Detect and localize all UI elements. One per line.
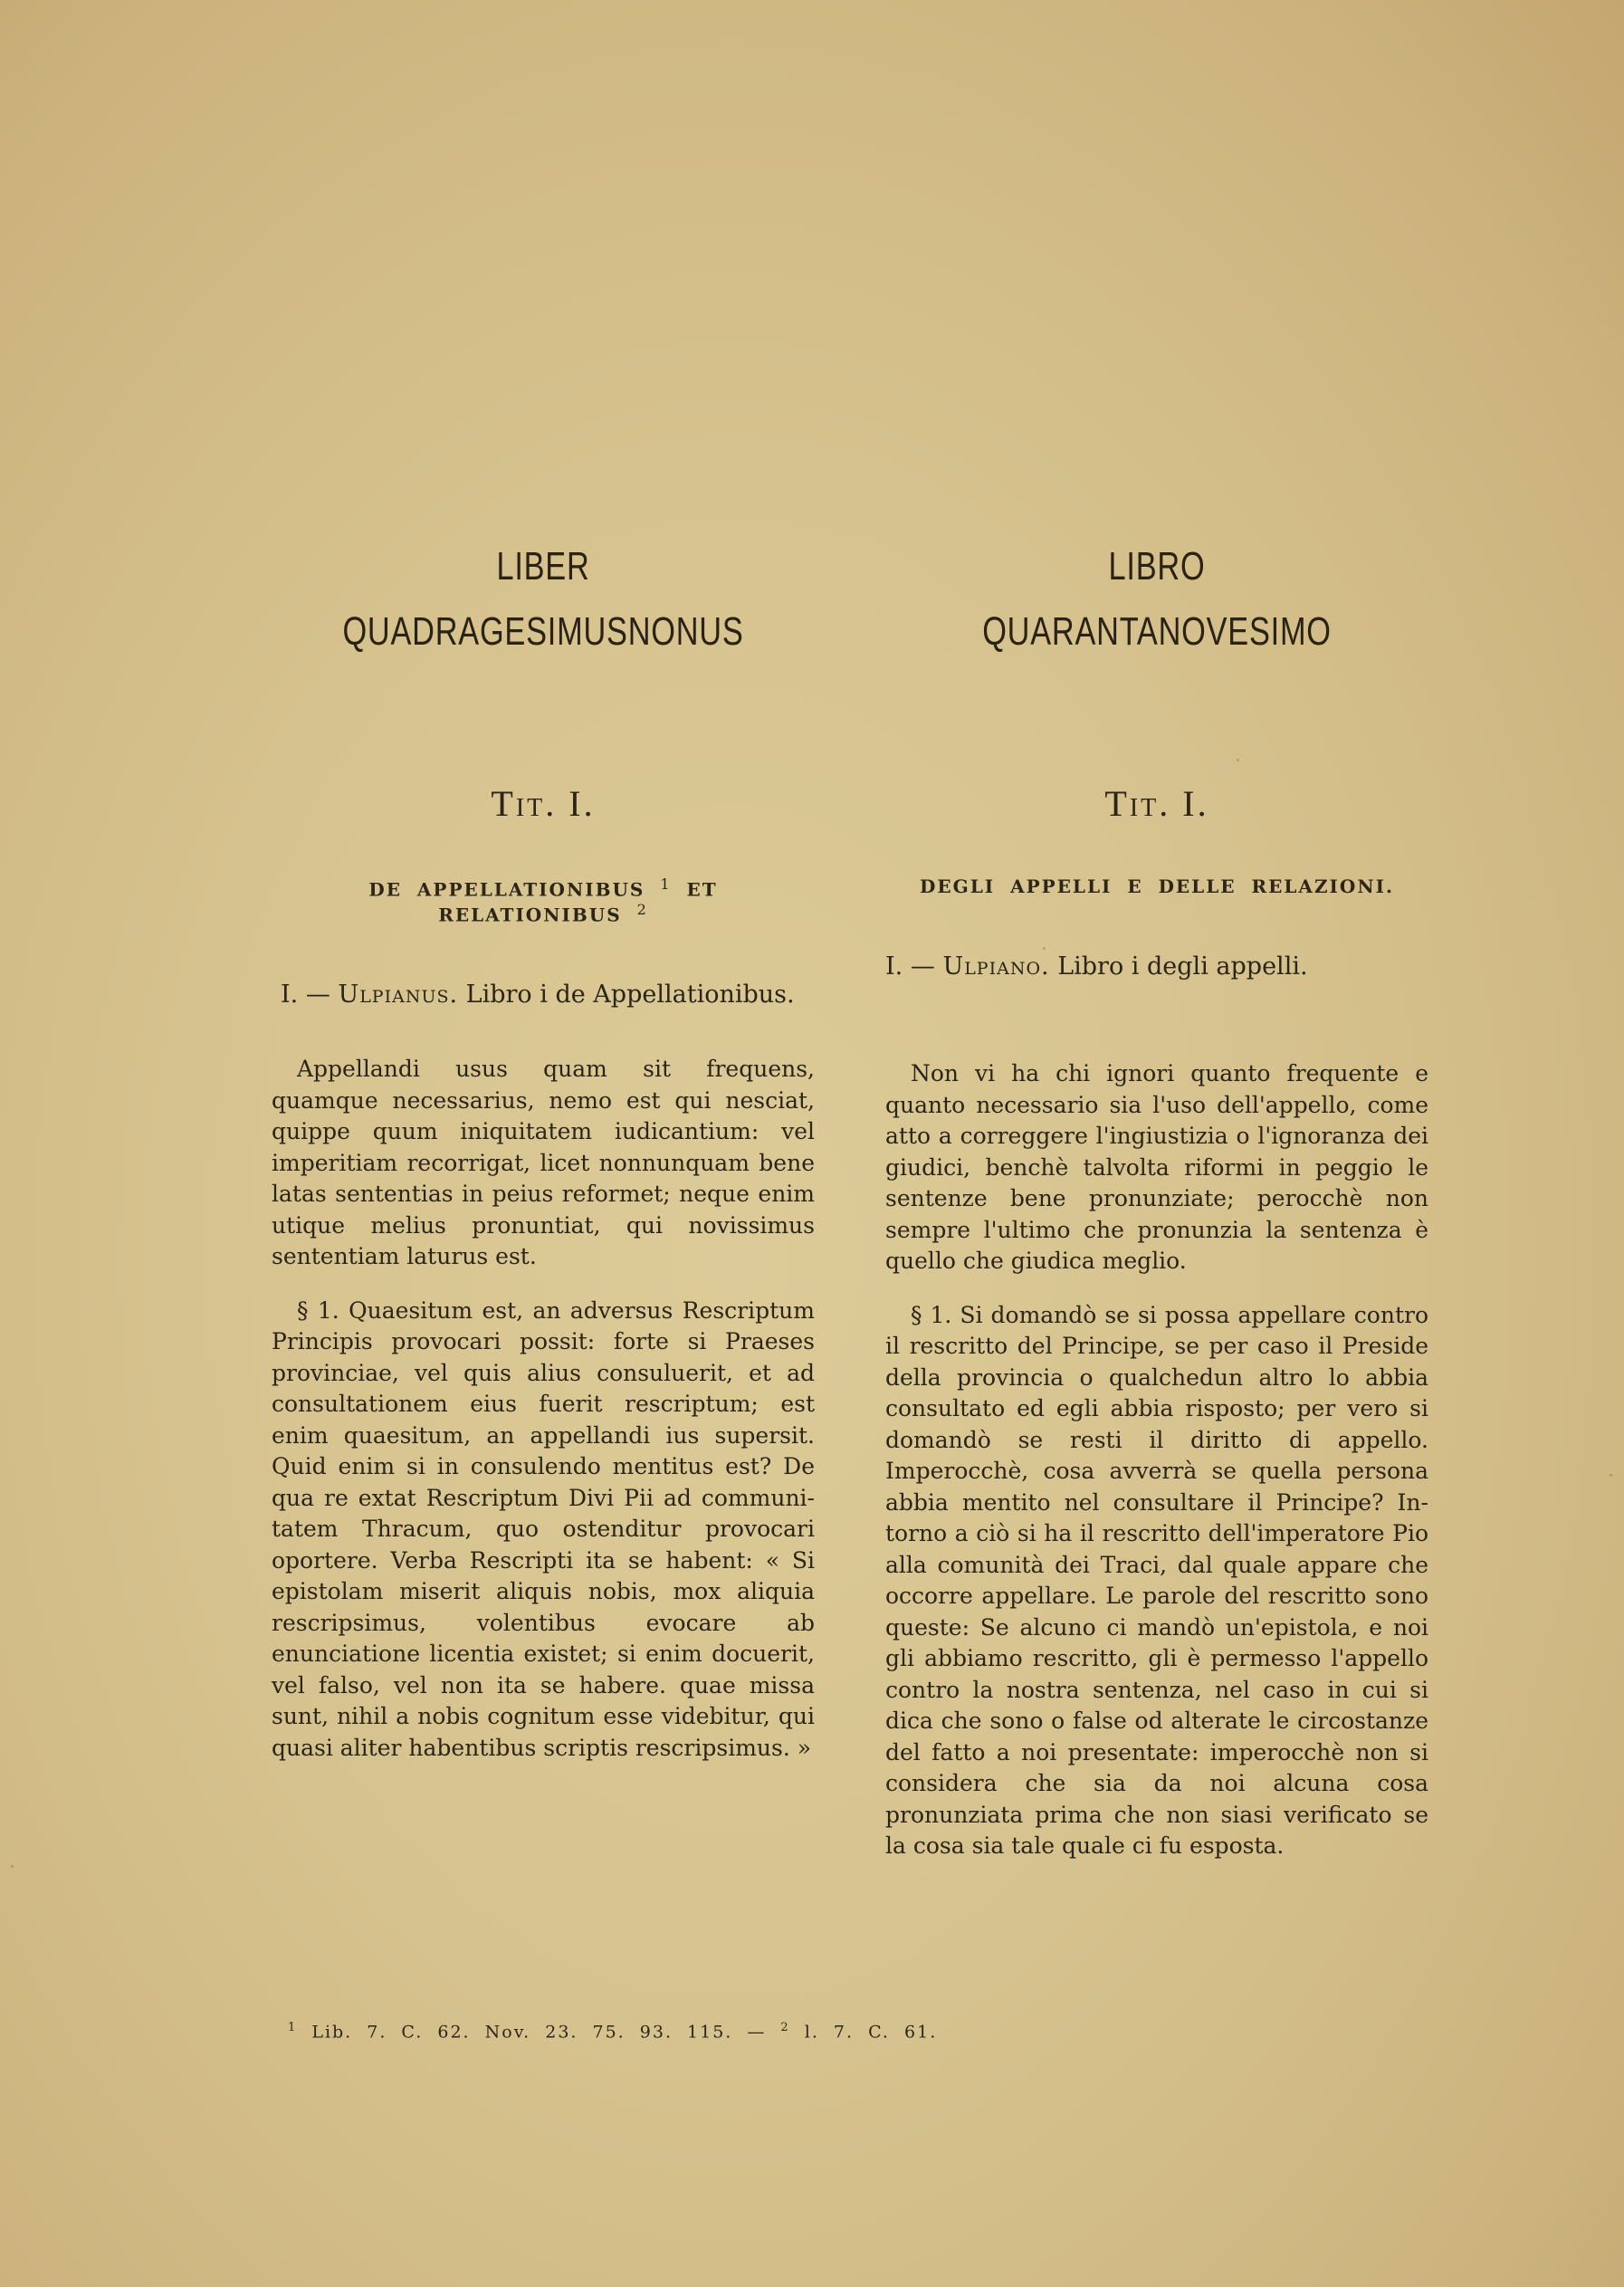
latin-fragment-author: Ulpianus. <box>338 981 459 1010</box>
footnote-1-marker: 1 <box>288 2021 298 2034</box>
italian-column <box>885 534 1428 1885</box>
latin-paragraph-principium: Appellandi usus quam sit frequens, quamque necessarius, nemo est qui nesciat, quippe quum iniquitatem iudicantium: vel imperitiam recorrigat, licet nonnunquam bene latas sententias in peius reformet; neque enim utique melius pronuntiat, qui novissimus sententiam laturus est. <box>272 1056 815 1270</box>
latin-paragraph-section-1 <box>272 1296 815 1765</box>
italian-book-title <box>945 534 1369 665</box>
italian-title-label: Tit. <box>1104 783 1171 824</box>
footnote-2-text: l. 7. C. 61. <box>804 2022 938 2043</box>
latin-book-title <box>331 534 755 665</box>
latin-subtitle-part1: DE APPELLATIONIBUS <box>368 878 645 901</box>
footnotes <box>288 2021 937 2042</box>
italian-paragraph-principium: Non vi ha chi ignori quanto frequente e quanto necessario sia l'uso dell'appello, come atto a correggere l'ingiustizia o l'ignoranza dei giudici, benchè talvolta riformi in peggio le sentenze bene pronunziate; perocchè non sempre l'ultimo che pronunzia la sentenza è quello che giudica meglio. <box>885 1060 1428 1274</box>
paper-speck <box>1237 759 1239 761</box>
latin-book-title-line1: LIBER <box>496 544 590 588</box>
latin-fragment-source: Libro i de Appellationibus. <box>465 981 795 1010</box>
latin-book-title-line2: QUADRAGESIMUSNONUS <box>342 609 744 654</box>
latin-title-label: Tit. <box>491 783 558 824</box>
latin-column <box>272 534 815 1786</box>
italian-fragment-source: Libro i degli appelli. <box>1057 952 1308 981</box>
paper-speck <box>11 1865 14 1868</box>
italian-paragraph-section-1 <box>885 1300 1428 1862</box>
latin-fragment-heading <box>272 980 815 1010</box>
footnote-1-text: Lib. 7. C. 62. Nov. 23. 75. 93. 115. — <box>311 2022 767 2043</box>
latin-fragment-number: I. — <box>281 981 330 1010</box>
italian-title-number: I. <box>1182 783 1209 824</box>
italian-book-title-line2: QUARANTANOVESIMO <box>982 609 1332 654</box>
latin-section-mark: § 1. <box>297 1297 339 1324</box>
paper-speck <box>1610 1474 1612 1477</box>
italian-fragment-number: I. — <box>885 952 935 981</box>
latin-title-heading <box>272 782 815 825</box>
latin-section-1-text: Quaesitum est, an adversus Rescriptum Principis provocari possit: forte si Praeses provinciae, vel quis alius consuluerit, et ad consultationem eius fuerit rescriptum; est enim quaesitum, an appellandi ius supersit. Quid enim si in consulendo mentitus est? De qua re extat Rescriptum Divi Pii ad communitatem Thracum, quo ostenditur provocari oportere. Verba Rescripti ita se habent: « Si epistolam miserit aliquis nobis, mox aliquia rescripsimus, volentibus evocare ab enunciatione licentia existet; si enim docuerit, vel falso, vel non ita se habere. quae missa sunt, nihil a nobis cognitum esse videbitur, qui quasi aliter habentibus scriptis rescripsimus. » <box>272 1297 815 1761</box>
latin-subtitle <box>272 876 815 925</box>
paper-speck <box>1043 947 1046 950</box>
italian-book-title-line1: LIBRO <box>1108 544 1206 588</box>
italian-fragment-author: Ulpiano. <box>942 952 1050 981</box>
italian-title-heading <box>885 782 1428 825</box>
latin-subtitle-part2: ET RELATIONIBUS <box>438 878 718 926</box>
italian-fragment-heading <box>885 952 1428 982</box>
footnote-ref-1[interactable]: 1 <box>660 876 672 893</box>
footnote-ref-2[interactable]: 2 <box>636 900 648 918</box>
latin-title-number: I. <box>568 783 596 824</box>
italian-subtitle: DEGLI APPELLI E DELLE RELAZIONI. <box>920 876 1394 897</box>
footnote-2-marker: 2 <box>780 2021 790 2034</box>
italian-section-1-text: Si domandò se si possa appellare contro il rescritto del Principe, se per caso il Preside della provincia o qualchedun altro lo abbia consultato ed egli abbia risposto; per vero si domandò se resti il diritto di appello. Imperocchè, cosa avverrà se quella persona abbia mentito nel consultare il Principe? Intorno a ciò si ha il rescritto dell'imperatore Pio alla comunità dei Traci, dal quale appare che occorre appellare. Le parole del rescritto sono queste: Se alcuno ci mandò un'epistola, e noi gli abbiamo rescritto, gli è permesso l'appello contro la nostra sentenza, nel caso in cui si dica che sono o false od alterate le circostanze del fatto a noi presentate: imperocchè non si considera che sia da noi alcuna cosa pronunziata prima che non siasi verificato se la cosa sia tale quale ci fu esposta. <box>885 1301 1428 1859</box>
italian-section-mark: § 1. <box>911 1301 952 1328</box>
